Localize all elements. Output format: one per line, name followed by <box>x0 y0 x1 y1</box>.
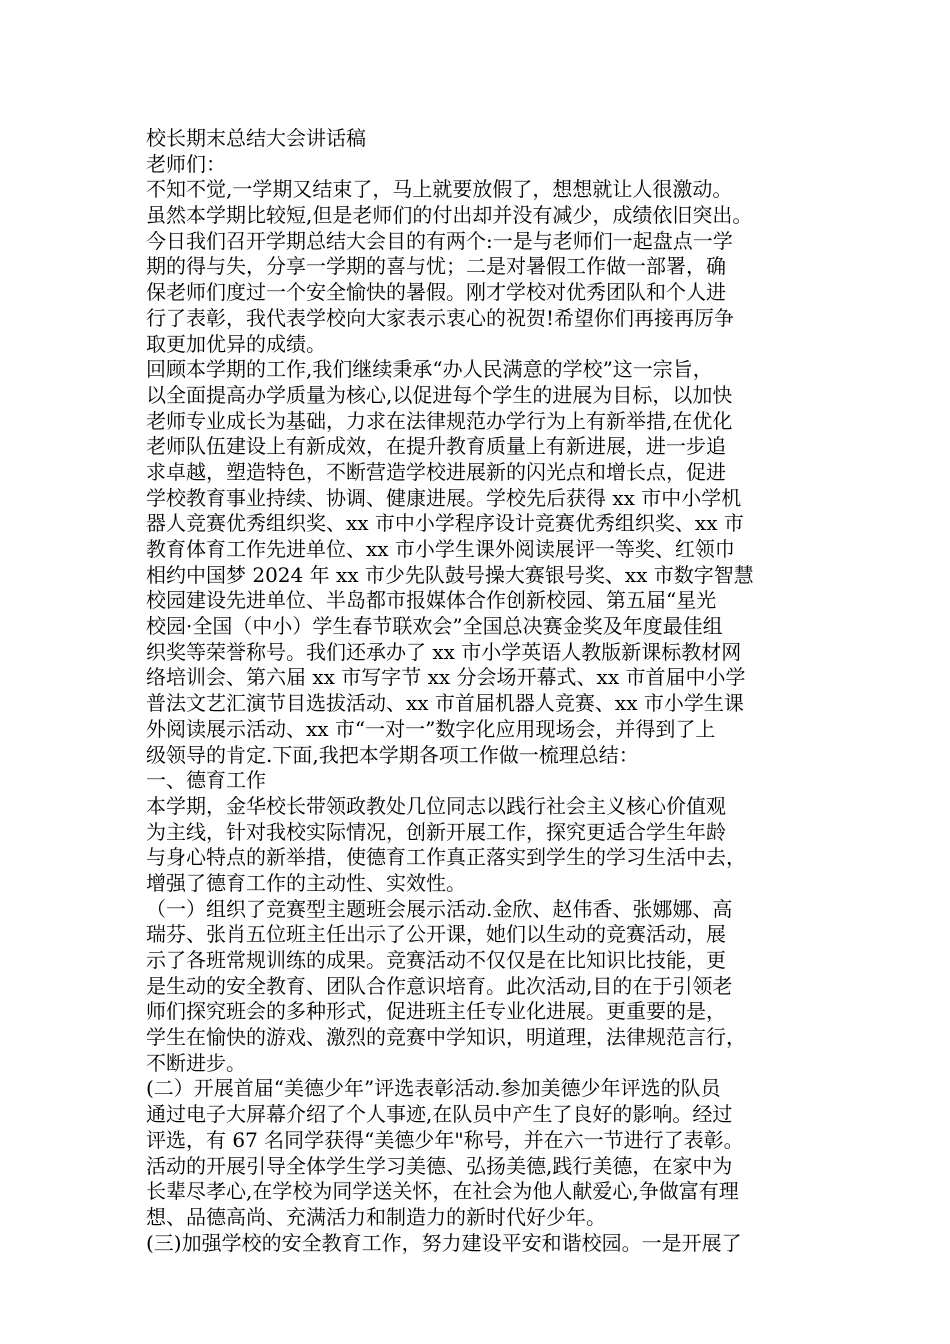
text-line: 老师队伍建设上有新成效，在提升教育质量上有新进展，进一步追 <box>146 434 726 459</box>
text-line: 不知不觉,一学期又结束了，马上就要放假了，想想就让人很激动。 <box>146 177 733 202</box>
text-line: 评选，有 67 名同学获得“美德少年"称号，并在六一节进行了表彰。 <box>146 1127 744 1152</box>
text-line: 想、品德高尚、充满活力和制造力的新时代好少年。 <box>146 1204 606 1229</box>
text-line: 学生在愉快的游戏、激烈的竞赛中学知识，明道理，法律规范言行， <box>146 1025 746 1050</box>
text-line: 相约中国梦 2024 年 xx 市少先队鼓号操大赛银号奖、xx 市数字智慧 <box>146 562 754 587</box>
text-line: 今日我们召开学期总结大会目的有两个:一是与老师们一起盘点一学 <box>146 228 733 253</box>
text-line: 行了表彰，我代表学校向大家表示衷心的祝贺!希望你们再接再厉争 <box>146 305 735 330</box>
text-line: 教育体育工作先进单位、xx 市小学生课外阅读展评一等奖、红领巾 <box>146 537 735 561</box>
text-line: 普法文艺汇演节目选拔活动、xx 市首届机器人竞赛、xx 市小学生课 <box>146 691 744 716</box>
text-line: （一）组织了竞赛型主题班会展示活动.金欣、赵伟香、张娜娜、高 <box>146 896 733 921</box>
text-line: 示了各班常规训练的成果。竞赛活动不仅仅是在比知识比技能，更 <box>146 948 726 972</box>
text-line: 校园·全国（中小）学生春节联欢会”全国总决赛金奖及年度最佳组 <box>146 614 723 639</box>
text-line: 外阅读展示活动、xx 市“一对一”数字化应用现场会，并得到了上 <box>146 716 716 741</box>
text-line: 瑞芬、张肖五位班主任出示了公开课，她们以生动的竞赛活动，展 <box>146 922 726 947</box>
text-line: 虽然本学期比较短,但是老师们的付出却并没有减少，成绩依旧突出。 <box>146 203 753 228</box>
text-line: 是生动的安全教育、团队合作意识培育。此次活动,目的在于引领老 <box>146 973 733 998</box>
text-line: 校园建设先进单位、半岛都市报媒体合作创新校园、第五届“星光 <box>146 588 717 613</box>
text-line: 一、德育工作 <box>146 768 266 793</box>
document-title: 校长期末总结大会讲话稿 <box>146 126 366 150</box>
text-line: 不断进步。 <box>146 1050 246 1075</box>
text-line: (二）开展首届“美德少年”评选表彰活动.参加美德少年评选的队员 <box>146 1076 721 1101</box>
text-line: 以全面提高办学质量为核心,以促进每个学生的进展为目标，以加快 <box>146 382 733 407</box>
text-line: 保老师们度过一个安全愉快的暑假。刚才学校对优秀团队和个人进 <box>146 280 726 305</box>
text-line: 老师专业成长为基础，力求在法律规范办学行为上有新举措,在优化 <box>146 408 733 433</box>
text-line: 通过电子大屏幕介绍了个人事迹,在队员中产生了良好的影响。经过 <box>146 1102 733 1127</box>
text-line: 回顾本学期的工作,我们继续秉承“办人民满意的学校”这一宗旨， <box>146 357 713 382</box>
text-line: 老师们： <box>146 151 226 176</box>
text-line: 络培训会、第六届 xx 市写字节 xx 分会场开幕式、xx 市首届中小学 <box>146 665 746 690</box>
text-line: 长辈尽孝心,在学校为同学送关怀，在社会为他人献爱心,争做富有理 <box>146 1179 739 1204</box>
document-page <box>146 126 816 1256</box>
text-line: 织奖等荣誉称号。我们还承办了 xx 市小学英语人教版新课标教材网 <box>146 639 742 664</box>
text-line: 求卓越，塑造特色，不断营造学校进展新的闪光点和增长点，促进 <box>146 459 726 484</box>
text-line: 学校教育事业持续、协调、健康进展。学校先后获得 xx 市中小学机 <box>146 485 742 510</box>
text-line: 师们探究班会的多种形式，促进班主任专业化进展。更重要的是， <box>146 999 726 1024</box>
text-line: 增强了德育工作的主动性、实效性。 <box>146 870 466 895</box>
text-line: 活动的开展引导全体学生学习美德、弘扬美德,践行美德，在家中为 <box>146 1153 733 1178</box>
text-line: 与身心特点的新举措，使德育工作真正落实到学生的学习生活中去， <box>146 845 746 870</box>
text-line: 本学期，金华校长带领政教处几位同志以践行社会主义核心价值观 <box>146 793 726 818</box>
document-body <box>146 152 816 1257</box>
text-line: 器人竞赛优秀组织奖、xx 市中小学程序设计竞赛优秀组织奖、xx 市 <box>146 511 744 536</box>
text-line: 为主线，针对我校实际情况，创新开展工作，探究更适合学生年龄 <box>146 819 726 844</box>
text-line: (三)加强学校的安全教育工作，努力建设平安和谐校园。一是开展了 <box>146 1230 742 1255</box>
text-line: 级领导的肯定.下面,我把本学期各项工作做一梳理总结： <box>146 742 639 767</box>
text-line: 期的得与失，分享一学期的喜与忧；二是对暑假工作做一部署，确 <box>146 254 726 279</box>
text-line: 取更加优异的成绩。 <box>146 331 326 356</box>
